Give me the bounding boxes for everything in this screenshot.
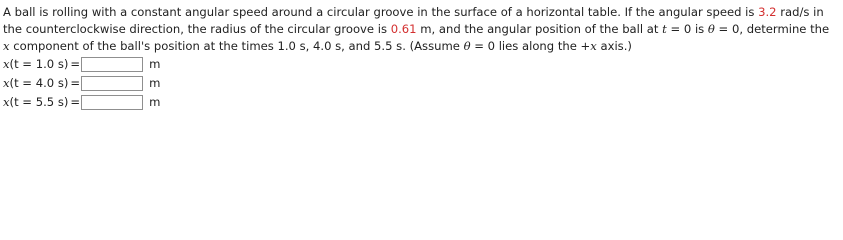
answer-label-3 [3, 94, 68, 111]
unit-label: m [149, 76, 161, 90]
equals-sign: = [70, 76, 81, 90]
answer-input-t2[interactable] [81, 76, 143, 91]
answer-label-time: (t = 5.5 s) [9, 95, 69, 109]
answer-input-t3[interactable] [81, 95, 143, 110]
answer-label-1 [3, 56, 68, 73]
statement-text-5: = 0, determine the [714, 22, 830, 36]
answer-label-time: (t = 4.0 s) [9, 76, 69, 90]
theta-symbol: θ [707, 22, 715, 36]
statement-text-1: A ball is rolling with a constant angular speed around a circular groove in the surface of a horizontal table. If the angular speed is [3, 5, 759, 19]
statement-text-8: axis.) [596, 39, 632, 53]
angular-speed-value: 3.2 [758, 5, 777, 19]
statement-text-6: component of the ball's position at the times 1.0 s, 4.0 s, and 5.5 s. (Assume [9, 39, 464, 53]
x-variable: x [3, 39, 10, 53]
statement-text-2: rad/s in the counterclockwise direction, the radius of the circular groove is [3, 5, 824, 36]
unit-label: m [149, 57, 161, 71]
statement-text-7: = 0 lies along the + [470, 39, 591, 53]
answer-row-2 [3, 74, 843, 93]
answer-input-t1[interactable] [81, 57, 143, 72]
answer-label-x: x [3, 95, 10, 109]
answer-row-3 [3, 93, 843, 112]
x-variable-2: x [590, 39, 597, 53]
answer-label-x: x [3, 76, 10, 90]
problem-statement [3, 4, 839, 55]
theta-symbol-2: θ [463, 39, 471, 53]
unit-label: m [149, 95, 161, 109]
time-variable: t [662, 22, 667, 36]
statement-text-4: = 0 is [666, 22, 708, 36]
answer-label-time: (t = 1.0 s) [9, 57, 69, 71]
equals-sign: = [70, 95, 81, 109]
answer-row-1 [3, 55, 843, 74]
statement-text-3: m, and the angular position of the ball at [416, 22, 663, 36]
answer-label-x: x [3, 57, 10, 71]
answer-label-2 [3, 75, 68, 92]
equals-sign: = [70, 57, 81, 71]
radius-value: 0.61 [390, 22, 417, 36]
